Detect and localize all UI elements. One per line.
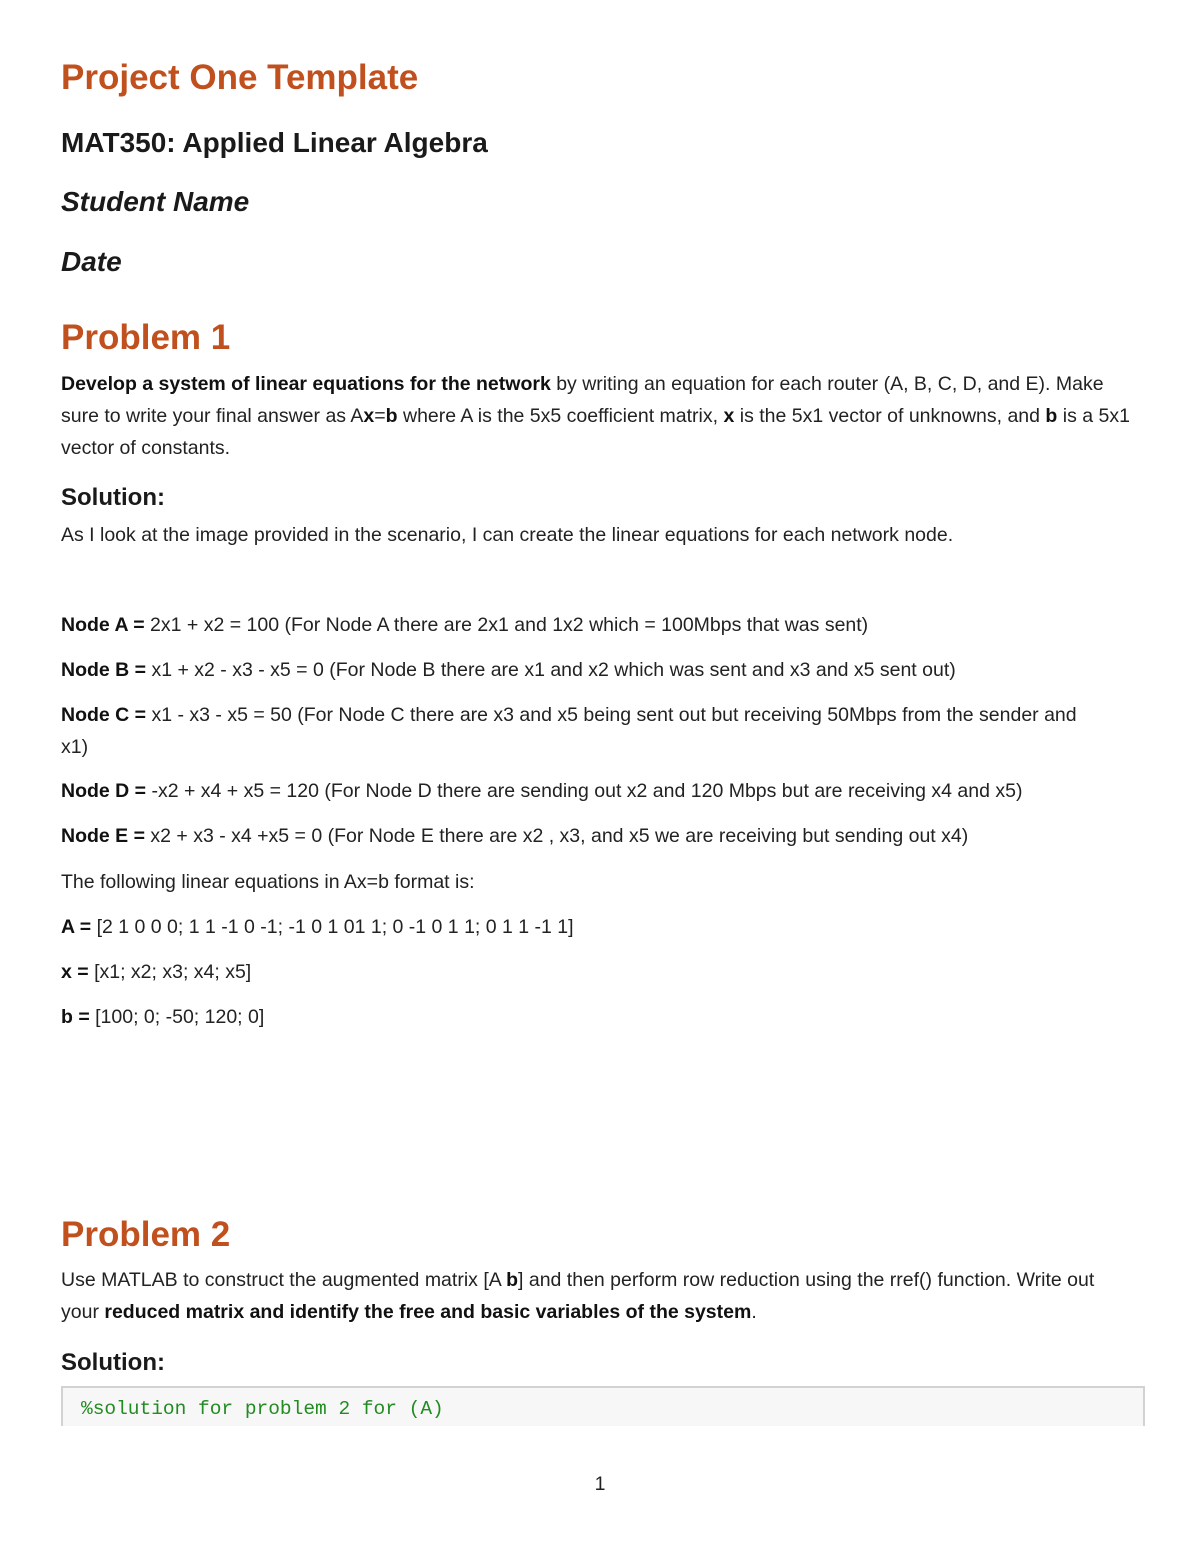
problem-2-heading: Problem 2 (61, 1215, 231, 1254)
prompt-text: where A is the 5x5 coefficient matrix, (397, 405, 724, 427)
vector-b-label: b = (61, 1006, 90, 1028)
vector-b-value: [100; 0; -50; 120; 0] (89, 1006, 265, 1028)
code-block (61, 1386, 1145, 1426)
node-a-equation (61, 609, 868, 641)
vector-b-definition (61, 1001, 264, 1033)
course-name: MAT350: Applied Linear Algebra (61, 127, 488, 158)
prompt-text: is the 5x1 vector of unknowns, and (734, 405, 1046, 427)
code-comment-line: %solution for problem 2 for (A) (81, 1398, 444, 1420)
date-label: Date (61, 246, 122, 277)
node-c-equation (61, 699, 1081, 763)
solution-intro: As I look at the image provided in the scenario, I can create the linear equations for each network node. (61, 524, 954, 546)
page-number: 1 (594, 1473, 606, 1495)
node-label: Node E = (61, 825, 145, 847)
prompt-text: is a 5x1 vector of constants. (61, 405, 1130, 459)
node-e-equation (61, 820, 968, 852)
problem-1-prompt (61, 368, 1131, 464)
prompt-equals: = (374, 405, 386, 427)
node-label: Node B = (61, 659, 147, 681)
problem-2-solution-heading: Solution: (61, 1349, 165, 1376)
vector-x-definition (61, 956, 251, 988)
node-text: x1 - x3 - x5 = 50 (For Node C there are x3 and x5 being sent out but receiving 50Mbps from the sender and x1) (61, 704, 1077, 758)
prompt-text: by writing an equation for each router (A, B, C, D, and E). Make sure to write your final answer as A (61, 373, 1104, 427)
problem-2-prompt (61, 1264, 1131, 1328)
vector-x-label: x = (61, 961, 89, 983)
prompt-bold-b: b (385, 405, 398, 427)
prompt-bold-b: b (506, 1269, 519, 1291)
student-name: Student Name (61, 186, 250, 217)
prompt-bold-x: x (363, 405, 375, 427)
prompt-bold-b: b (1045, 405, 1058, 427)
matrix-a-definition (61, 911, 574, 943)
prompt-bold-phrase: reduced matrix and identify the free and basic variables of the system (104, 1301, 752, 1323)
prompt-text: ] and then perform row reduction using the rref() function. Write out your (61, 1269, 1095, 1323)
node-label: Node A = (61, 614, 145, 636)
document-title: Project One Template (61, 58, 419, 97)
prompt-bold-phrase: Develop a system of linear equations for the network (61, 373, 551, 395)
node-b-equation (61, 654, 956, 686)
node-d-equation (61, 775, 1022, 807)
format-intro: The following linear equations in Ax=b format is: (61, 871, 475, 893)
prompt-text: . (751, 1301, 757, 1323)
node-text: 2x1 + x2 = 100 (For Node A there are 2x1 and 1x2 which = 100Mbps that was sent) (144, 614, 869, 636)
node-label: Node D = (61, 780, 147, 802)
node-text: -x2 + x4 + x5 = 120 (For Node D there are sending out x2 and 120 Mbps but are receiving x4 and x5) (146, 780, 1023, 802)
prompt-bold-x: x (723, 405, 735, 427)
node-text: x2 + x3 - x4 +x5 = 0 (For Node E there are x2 , x3, and x5 we are receiving but sending out x4) (144, 825, 969, 847)
node-label: Node C = (61, 704, 147, 726)
prompt-text: Use MATLAB to construct the augmented matrix [A (61, 1269, 507, 1291)
matrix-a-value: [2 1 0 0 0; 1 1 -1 0 -1; -1 0 1 01 1; 0 -1 0 1 1; 0 1 1 -1 1] (91, 916, 574, 938)
vector-x-value: [x1; x2; x3; x4; x5] (88, 961, 252, 983)
node-text: x1 + x2 - x3 - x5 = 0 (For Node B there are x1 and x2 which was sent and x3 and x5 sent out) (146, 659, 956, 681)
matrix-a-label: A = (61, 916, 92, 938)
problem-1-heading: Problem 1 (61, 318, 231, 357)
problem-1-solution-heading: Solution: (61, 484, 165, 511)
